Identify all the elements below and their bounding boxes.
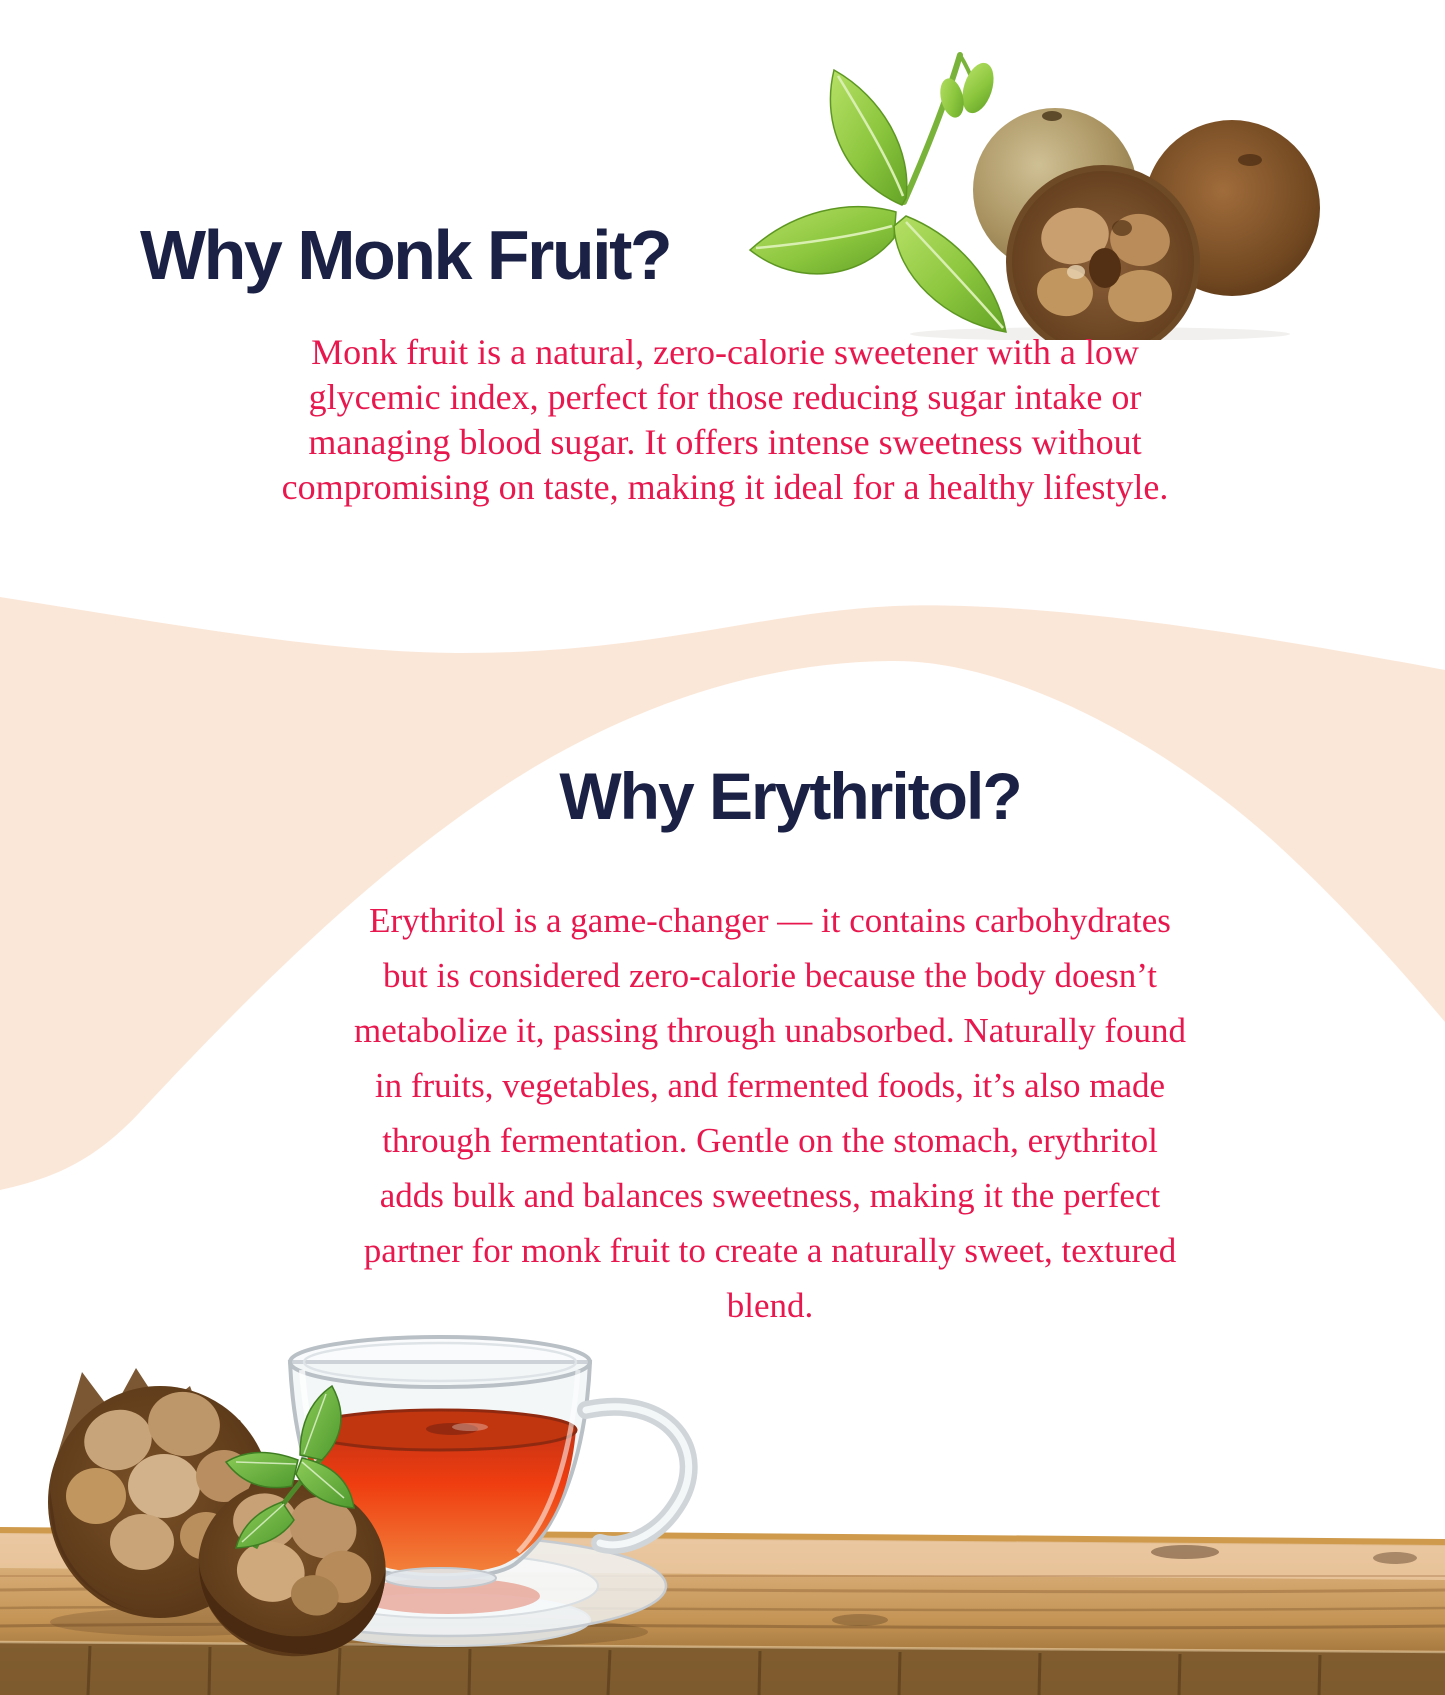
paragraph-line: Erythritol is a game-changer — it contains carbohydrates <box>369 901 1171 940</box>
leaf-sprig <box>750 55 1006 332</box>
paragraph-line: partner for monk fruit to create a naturally sweet, textured <box>363 1231 1177 1270</box>
monk-fruit-heading: Why Monk Fruit? <box>140 216 671 294</box>
paragraph-line: compromising on taste, making it ideal for a healthy lifestyle. <box>281 467 1169 507</box>
paragraph-line: blend. <box>726 1286 814 1325</box>
halved-monk-fruit <box>1009 168 1197 340</box>
paragraph-line: managing blood sugar. It offers intense sweetness without <box>308 422 1142 462</box>
paragraph-line: Monk fruit is a natural, zero-calorie sweetener with a low <box>311 332 1139 372</box>
cup-rim <box>290 1337 590 1387</box>
paragraph-line: adds bulk and balances sweetness, making it the perfect <box>379 1176 1161 1215</box>
erythritol-paragraph <box>140 893 1400 1333</box>
paragraph-line: in fruits, vegetables, and fermented foods, it’s also made <box>374 1066 1166 1105</box>
paragraph-line: metabolize it, passing through unabsorbed. Naturally found <box>353 1011 1187 1050</box>
erythritol-heading: Why Erythritol? <box>559 759 1021 833</box>
monk-fruit-paragraph <box>105 330 1345 510</box>
tea-cup-photo <box>0 1290 1445 1695</box>
erythritol-heading-wrap <box>140 758 1440 834</box>
monk-fruit-image <box>720 40 1330 340</box>
cup-foot <box>384 1568 496 1588</box>
paragraph-line: through fermentation. Gentle on the stomach, erythritol <box>382 1121 1158 1160</box>
paragraph-line: but is considered zero-calorie because the body doesn’t <box>383 956 1157 995</box>
paragraph-line: glycemic index, perfect for those reducing sugar intake or <box>308 377 1142 417</box>
